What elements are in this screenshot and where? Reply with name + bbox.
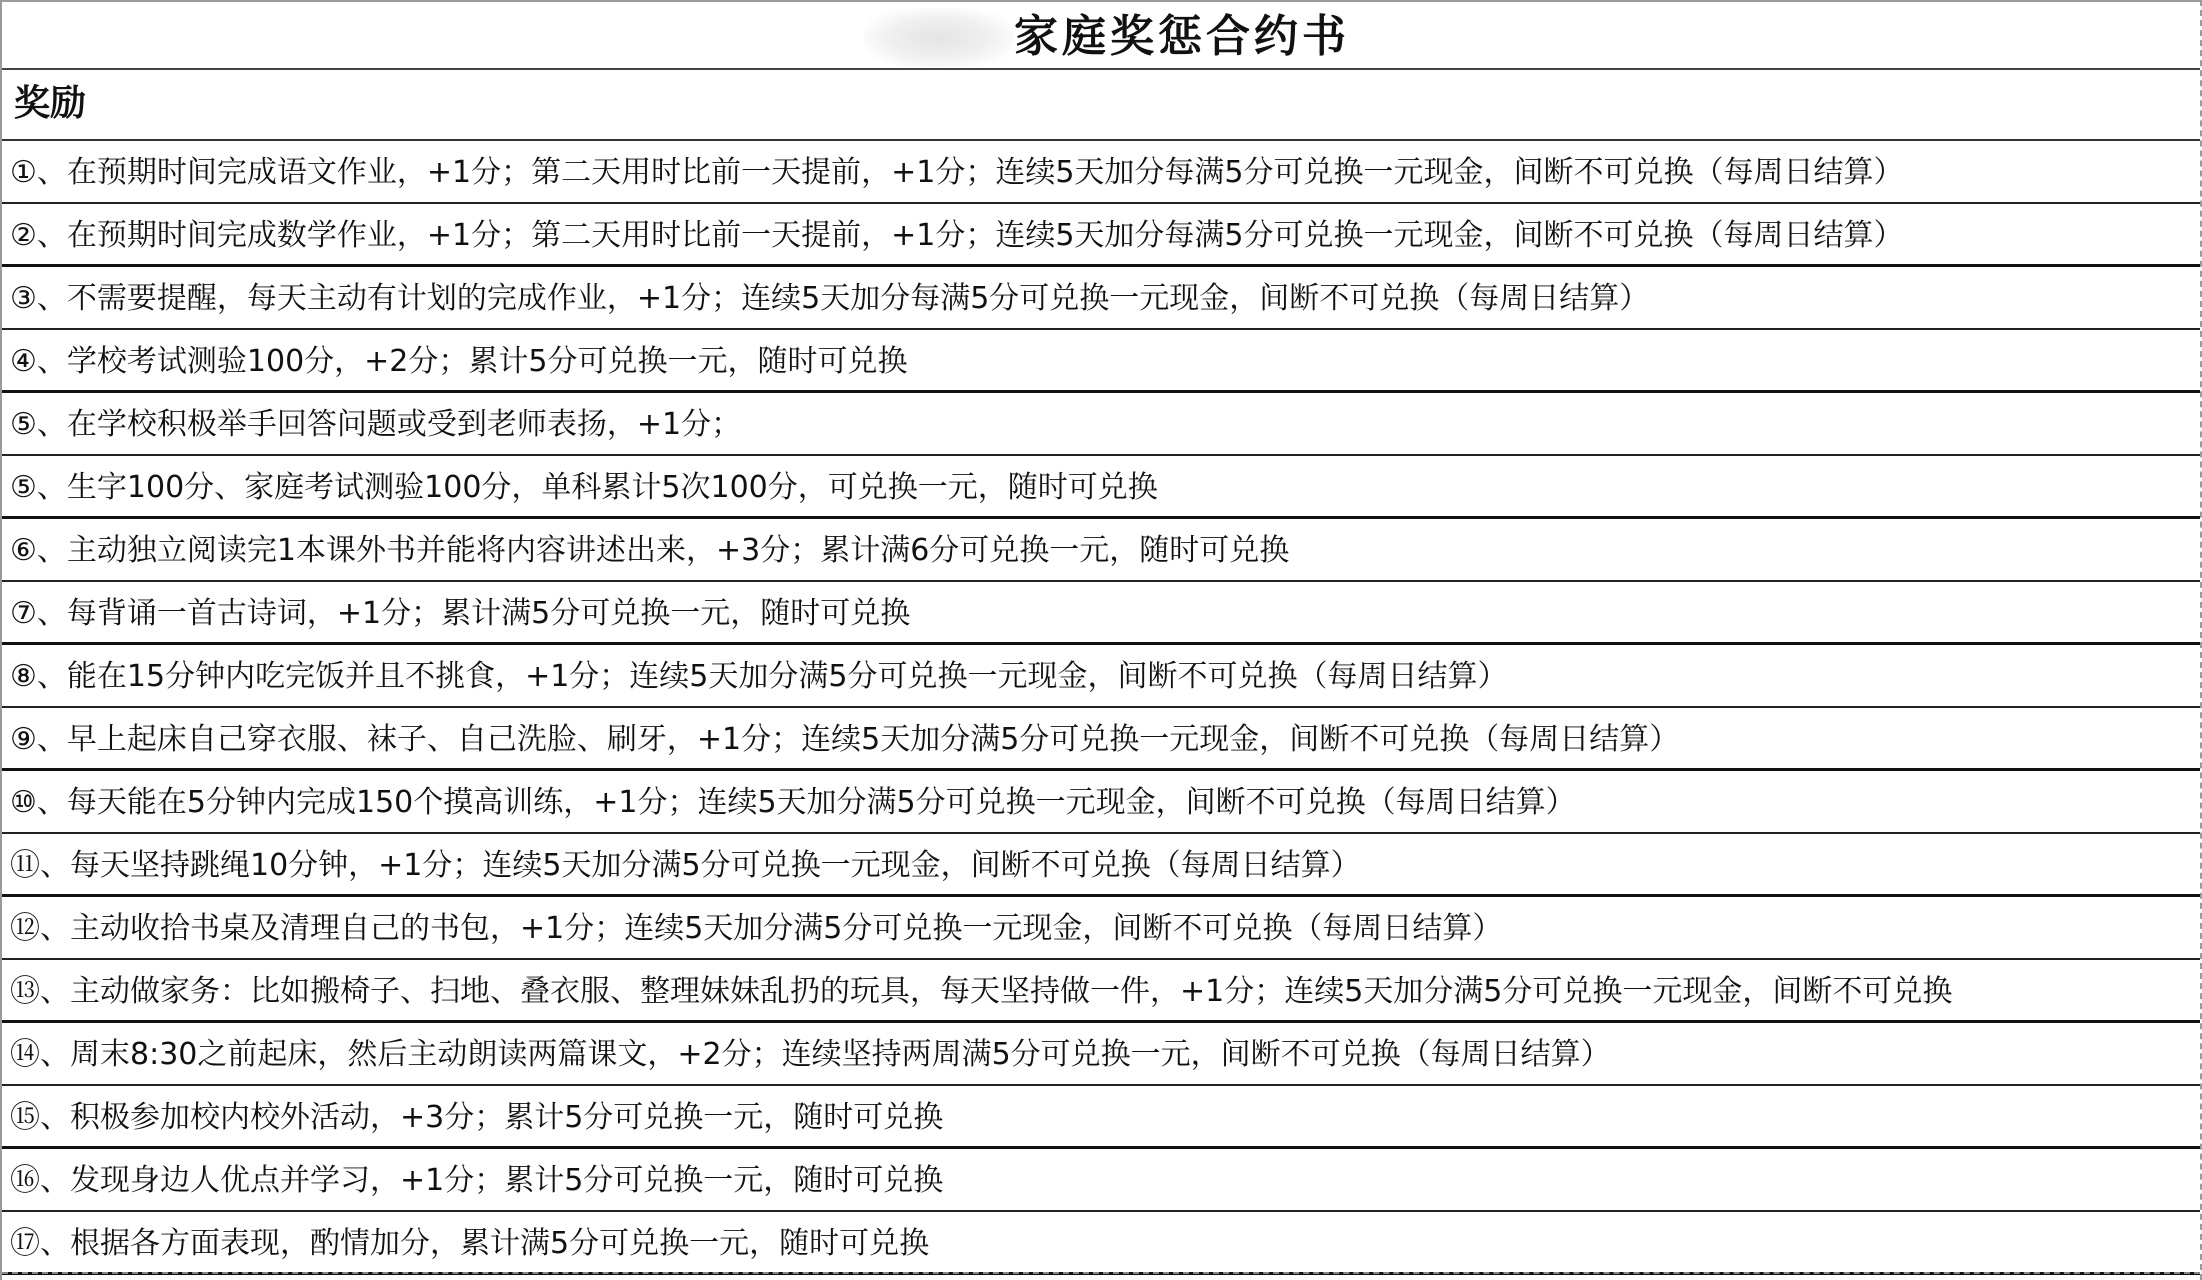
rule-row [2, 708, 2200, 771]
rules-list [2, 141, 2200, 1275]
section-row [2, 70, 2200, 141]
rule-row [2, 1149, 2200, 1212]
rule-text: ⑥、主动独立阅读完1本课外书并能将内容讲述出来，+3分；累计满6分可兑换一元，随时可兑换 [10, 533, 1290, 568]
rule-text: ⑭、周末8:30之前起床，然后主动朗读两篇课文，+2分；连续坚持两周满5分可兑换一元，间断不可兑换（每周日结算） [10, 1037, 1611, 1072]
rule-row [2, 645, 2200, 708]
rule-row [2, 1023, 2200, 1086]
rule-row [2, 834, 2200, 897]
rule-row [2, 519, 2200, 582]
rule-row [2, 141, 2200, 204]
rule-row [2, 960, 2200, 1023]
rule-text: ⑩、每天能在5分钟内完成150个摸高训练，+1分；连续5天加分满5分可兑换一元现金，间断不可兑换（每周日结算） [10, 785, 1576, 820]
section-header-reward: 奖励 [14, 83, 87, 124]
rule-text: ④、学校考试测验100分，+2分；累计5分可兑换一元，随时可兑换 [10, 344, 908, 379]
rule-text: ⑰、根据各方面表现，酌情加分，累计满5分可兑换一元，随时可兑换 [10, 1226, 930, 1261]
rule-row [2, 1212, 2200, 1275]
rule-text: ⑦、每背诵一首古诗词，+1分；累计满5分可兑换一元，随时可兑换 [10, 596, 911, 631]
rule-text: ⑫、主动收拾书桌及清理自己的书包，+1分；连续5天加分满5分可兑换一元现金，间断不可兑换（每周日结算） [10, 911, 1503, 946]
blurred-name-area [864, 8, 1014, 68]
title-row [2, 0, 2200, 70]
rule-row [2, 1086, 2200, 1149]
rule-row [2, 204, 2200, 267]
rule-row [2, 456, 2200, 519]
rule-text: ⑪、每天坚持跳绳10分钟，+1分；连续5天加分满5分可兑换一元现金，间断不可兑换（每周日结算） [10, 848, 1361, 883]
rule-row [2, 897, 2200, 960]
rule-row [2, 582, 2200, 645]
rule-row [2, 771, 2200, 834]
rule-text: ②、在预期时间完成数学作业，+1分；第二天用时比前一天提前，+1分；连续5天加分每满5分可兑换一元现金，间断不可兑换（每周日结算） [10, 218, 1904, 253]
rule-row [2, 330, 2200, 393]
document-title: 家庭奖惩合约书 [1014, 11, 1350, 62]
rule-text: ⑬、主动做家务：比如搬椅子、扫地、叠衣服、整理妹妹乱扔的玩具，每天坚持做一件，+1分；连续5天加分满5分可兑换一元现金，间断不可兑换 [10, 974, 1953, 1009]
rule-text: ①、在预期时间完成语文作业，+1分；第二天用时比前一天提前，+1分；连续5天加分每满5分可兑换一元现金，间断不可兑换（每周日结算） [10, 155, 1904, 190]
rule-text: ⑤、生字100分、家庭考试测验100分，单科累计5次100分，可兑换一元，随时可兑换 [10, 470, 1158, 505]
bottom-dashed-border [2, 1272, 2200, 1274]
rule-text: ⑯、发现身边人优点并学习，+1分；累计5分可兑换一元，随时可兑换 [10, 1163, 944, 1198]
rule-text: ⑤、在学校积极举手回答问题或受到老师表扬，+1分； [10, 407, 742, 442]
rule-text: ⑧、能在15分钟内吃完饭并且不挑食，+1分；连续5天加分满5分可兑换一元现金，间断不可兑换（每周日结算） [10, 659, 1508, 694]
rule-row [2, 393, 2200, 456]
rule-text: ⑮、积极参加校内校外活动，+3分；累计5分可兑换一元，随时可兑换 [10, 1100, 944, 1135]
rule-text: ③、不需要提醒，每天主动有计划的完成作业，+1分；连续5天加分每满5分可兑换一元现金，间断不可兑换（每周日结算） [10, 281, 1650, 316]
rule-text: ⑨、早上起床自己穿衣服、袜子、自己洗脸、刷牙，+1分；连续5天加分满5分可兑换一元现金，间断不可兑换（每周日结算） [10, 722, 1680, 757]
rule-row [2, 267, 2200, 330]
